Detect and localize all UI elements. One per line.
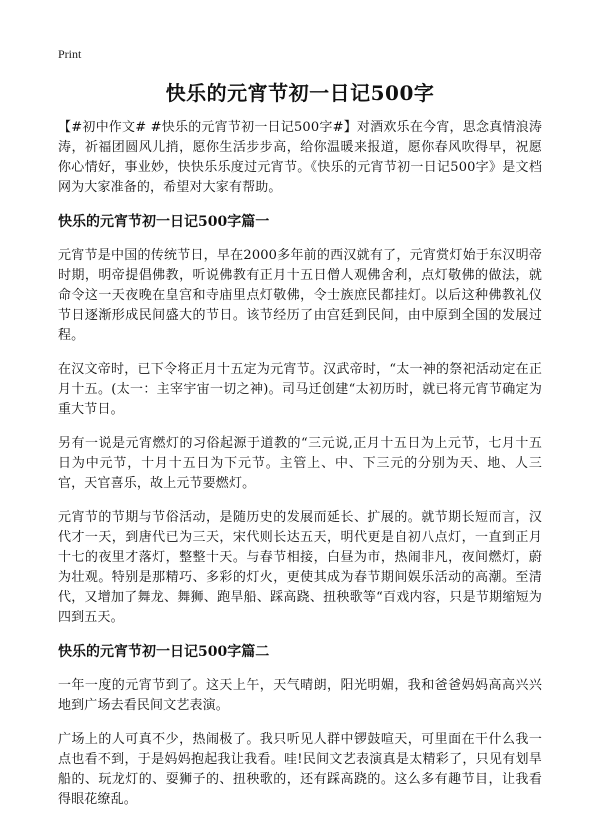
section-1-paragraph-4: 元宵节的节期与节俗活动，是随历史的发展而延长、扩展的。就节期长短而言，汉代才一天，到唐代已为三天，宋代则长达五天，明代更是自初八点灯，一直到正月十七的夜里才落灯，整整十天。与春节相接，白昼为市，热闹非凡，夜间燃灯，蔚为壮观。特别是那精巧、多彩的灯火，更使其成为春节期间娱乐活动的高潮。至清代，又增加了舞龙、舞狮、跑旱船、踩高跷、扭秧歌等“百戏内容，只是节期缩短为四到五天。 (58, 510, 542, 625)
intro-paragraph: 【#初中作文# #快乐的元宵节初一日记500字#】对酒欢乐在今宵，思念真情浪涛涛，祈福团圆风儿捎，愿你生活步步高，给你温暖来报道，愿你春风吹得早，祝愿你心情好，事业妙，快快乐乐度过元宵节。《快乐的元宵节初一日记500字》是文档网为大家准备的，希望对大家有帮助。 (58, 120, 542, 195)
section-1-paragraph-1: 元宵节是中国的传统节日，早在2000多年前的西汉就有了，元宵赏灯始于东汉明帝时期，明帝提倡佛教，听说佛教有正月十五日僧人观佛舍利，点灯敬佛的做法，就命令这一天夜晚在皇宫和寺庙里点灯敬佛，令士族庶民都挂灯。以后这种佛教礼仪节日逐渐形成民间盛大的节日。该节经历了由宫廷到民间，由中原到全国的发展过程。 (58, 248, 542, 343)
section-1-paragraph-2: 在汉文帝时，已下令将正月十五定为元宵节。汉武帝时，“太一神的祭祀活动定在正月十五。(太一：主宰宇宙一切之神)。司马迁创建“太初历时，就已将元宵节确定为重大节日。 (58, 362, 542, 417)
document-body (58, 118, 542, 824)
section-1-paragraph-3: 另有一说是元宵燃灯的习俗起源于道教的“三元说,正月十五日为上元节，七月十五日为中元节，十月十五日为下元节。主管上、中、下三元的分别为天、地、人三官，天官喜乐，故上元节要燃灯。 (58, 436, 542, 491)
section-1-heading: 快乐的元宵节初一日记500字篇一 (58, 214, 270, 230)
section-2-paragraph-2: 广场上的人可真不少，热闹极了。我只听见人群中锣鼓喧天，可里面在干什么我一点也看不到，于是妈妈抱起我让我看。哇!民间文艺表演真是太精彩了，只见有划旱船的、玩龙灯的、耍狮子的、扭秧歌的，还有踩高跷的。这么多有趣节目，让我看得眼花缭乱。 (58, 732, 542, 807)
document-title: 快乐的元宵节初一日记500字 (165, 81, 435, 105)
section-2-heading: 快乐的元宵节初一日记500字篇二 (58, 644, 270, 660)
section-2-paragraph-1: 一年一度的元宵节到了。这天上午，天气晴朗，阳光明媚，我和爸爸妈妈高高兴兴地到广场去看民间文艺表演。 (58, 678, 542, 713)
print-link[interactable]: Print (58, 47, 82, 61)
